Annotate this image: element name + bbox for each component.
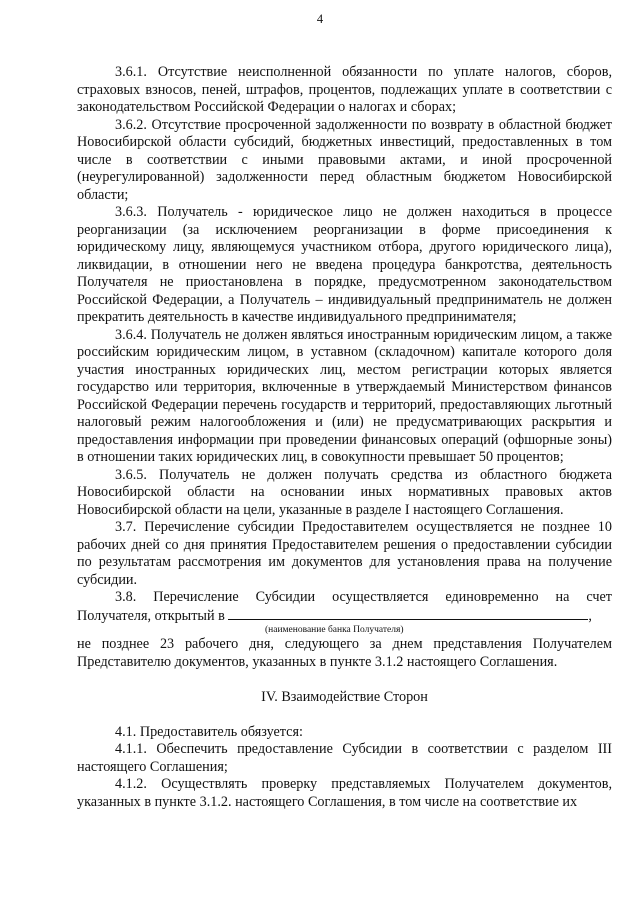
document-body — [77, 64, 612, 811]
section-iv-title: IV. Взаимодействие Сторон — [261, 689, 428, 705]
paragraph-3-6-5: 3.6.5. Получатель не должен получать средства из областного бюджета Новосибирской области на основании иных нормативных правовых актов Новосибирской области на цели, указанные в разделе I настоящего Соглашения. — [77, 466, 612, 518]
bank-fill-label: Получателя, открытый в — [77, 607, 225, 624]
paragraph-3-8: 3.8. Перечисление Субсидии осуществляется единовременно на счет — [115, 589, 612, 605]
bank-fill-line: Получателя, открытый в , — [77, 607, 592, 624]
paragraph-4-1-1: 4.1.1. Обеспечить предоставление Субсидии в соответствии с разделом III настоящего Соглашения; — [77, 741, 612, 775]
bank-name-caption: (наименование банка Получателя) — [265, 625, 404, 635]
bank-name-blank — [228, 607, 588, 620]
paragraph-4-1-2: 4.1.2. Осуществлять проверку представляемых Получателем документов, указанных в пункте 3.1.2. настоящего Соглашения, в том числе на соответствие их — [77, 776, 612, 810]
paragraph-4-1: 4.1. Предоставитель обязуется: — [115, 723, 303, 740]
page-number: 4 — [316, 12, 324, 26]
paragraph-3-8-continuation: не позднее 23 рабочего дня, следующего за днем представления Получателем Представителю документов, указанных в пункте 3.1.2 настоящего Соглашения. — [77, 636, 612, 670]
paragraph-3-6-3: 3.6.3. Получатель - юридическое лицо не должен находиться в процессе реорганизации (за исключением реорганизации в форме присоединения к юридическому лицу, являющемуся участником отбора, другого юридического лица), ликвидации, в отношении него не введена процедура банкротства, деятельность Получателя не приостановлена в порядке, предусмотренном законодательством Российской Федерации, а Получатель – индивидуальный предприниматель не должен прекратить деятельность в качестве индивидуального предпринимателя; — [77, 204, 612, 325]
paragraph-3-6-4: 3.6.4. Получатель не должен являться иностранным юридическим лицом, а также российским юридическим лицом, в уставном (складочном) капитале которого доля участия иностранных юридических лиц, местом регистрации которых является государство или территория, включенные в утверждаемый Министерством финансов Российской Федерации перечень государств и территорий, предоставляющих льготный налоговый режим налогообложения и (или) не предусматривающих раскрытия и предоставления информации при проведении финансовых операций (офшорные зоны) в отношении таких юридических лиц, в совокупности превышает 50 процентов; — [77, 326, 612, 465]
paragraph-3-6-1: 3.6.1. Отсутствие неисполненной обязанности по уплате налогов, сборов, страховых взносов, пеней, штрафов, процентов, подлежащих уплате в соответствии с законодательством Российской Федерации о налогах и сборах; — [77, 64, 612, 115]
paragraph-3-6-2: 3.6.2. Отсутствие просроченной задолженности по возврату в областной бюджет Новосибирской области субсидий, бюджетных инвестиций, предоставленных в том числе в соответствии с иными правовыми актами, и иной просроченной (неурегулированной) задолженности перед областным бюджетом Новосибирской области; — [77, 116, 612, 203]
paragraph-3-7: 3.7. Перечисление субсидии Предоставителем осуществляется не позднее 10 рабочих дней со дня принятия Предоставителем решения о предоставлении субсидии по результатам рассмотрения им документов для установления права на получение субсидии. — [77, 519, 612, 588]
